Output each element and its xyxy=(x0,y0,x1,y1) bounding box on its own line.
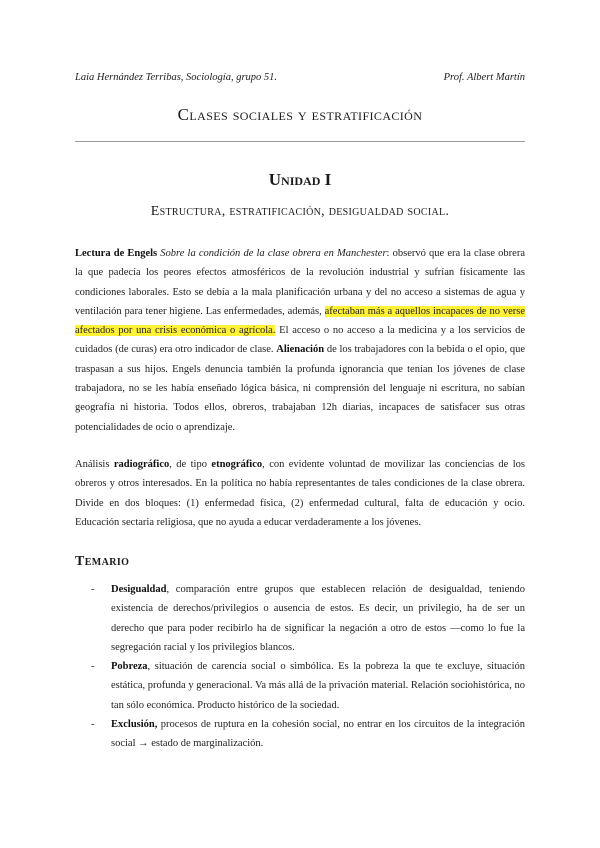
section-heading-temario: Temario xyxy=(75,554,130,569)
unit-subtitle: Estructura, estratificación, desigualdad social. xyxy=(150,204,450,219)
title-divider xyxy=(75,141,525,142)
page-header xyxy=(75,72,525,83)
paragraph-engels xyxy=(75,244,525,437)
list-item xyxy=(91,580,525,657)
paragraph-text: Análisis xyxy=(75,459,114,470)
paragraph-text: : observó que era la clase obrera la que padecía los peores efectos atmosféricos de la revolución industrial y sufrían físicamente las condiciones laborales. Esto se debía a la mala planificación urbana y del no acceso a sistemas de agua y ventilación para tener higiene. Las enfermedades, además, xyxy=(75,248,525,317)
list-text: , situación de carencia social o simbólica. Es la pobreza la que te excluye, situación estática, profunda y generacional. Va más allá de la privación material. Relación sociohistórica, no tan sólo económica. Producto histórico de la sociedad. xyxy=(111,661,525,711)
term-alienacion: Alienación xyxy=(276,344,325,356)
paragraph-analisis xyxy=(75,455,525,532)
header-author: Laia Hernández Terribas, Sociología, grupo 51. xyxy=(75,72,278,83)
temario-list xyxy=(91,580,525,754)
paragraph-text: El acceso o no acceso a la medicina y a los servicios de cuidados (de curas) era otro indicador de clase. xyxy=(75,325,525,356)
term-radiografico: radiográfico xyxy=(113,459,170,470)
book-title: Sobre la condición de la clase obrera en Manchester xyxy=(157,248,387,259)
lead-bold: Lectura de Engels xyxy=(75,248,158,259)
list-text: procesos de ruptura en la cohesión social, no entrar en los circuitos de la integración social → estado de marginalización. xyxy=(111,719,525,750)
list-dash: - xyxy=(91,661,95,673)
unit-title: Unidad I xyxy=(268,170,332,189)
list-dash: - xyxy=(91,584,95,595)
list-term: Desigualdad xyxy=(111,584,167,595)
list-term: Pobreza xyxy=(111,661,148,673)
term-etnografico: etnográfico xyxy=(211,459,263,470)
paragraph-text: de los trabajadores con la bebida o el opio, que traspasan a sus hijos. Engels denuncia también la profunda ignorancia que tenían los jóvenes de clase trabajadora, no se les había enseñado lógica básica, ni comprensión del lenguaje ni escritura, no sabían geografía ni historia. Todos ellos, obreros, trabajaban 12h diarias, incapaces de satisfacer sus otras potencialidades de ocio o aprendizaje. xyxy=(75,344,525,433)
highlighted-text: afectaban más a aquellos incapaces de no verse afectados por una crisis económica o agrícola. xyxy=(75,305,525,337)
header-professor: Prof. Albert Martín xyxy=(443,72,525,83)
paragraph-text: , con evidente voluntad de movilizar las conciencias de los obreros y otros interesados. En la política no había representantes de tales condiciones de la clase obrera. Divide en dos bloques: (1) enfermedad física, (2) enfermedad cultural, falta de educación y ocio. Educación sectaria religiosa, que no ayuda a educar verdaderamente a los jóvenes. xyxy=(75,459,526,528)
list-item xyxy=(91,715,525,754)
list-dash: - xyxy=(91,719,95,731)
paragraph-text: , de tipo xyxy=(169,459,212,470)
list-text: , comparación entre grupos que establecen relación de desigualdad, teniendo existencia de derechos/privilegios o ausencia de estos. Es decir, un privilegio, ha de ser un derecho que para poder recibirlo ha de significar la negación a otro de estos —como lo fue la segregación racial y los privilegios blancos. xyxy=(111,584,525,653)
list-item xyxy=(91,657,525,715)
document-title: Clases sociales y estratificación xyxy=(177,105,423,124)
list-term: Exclusión, xyxy=(111,719,158,731)
